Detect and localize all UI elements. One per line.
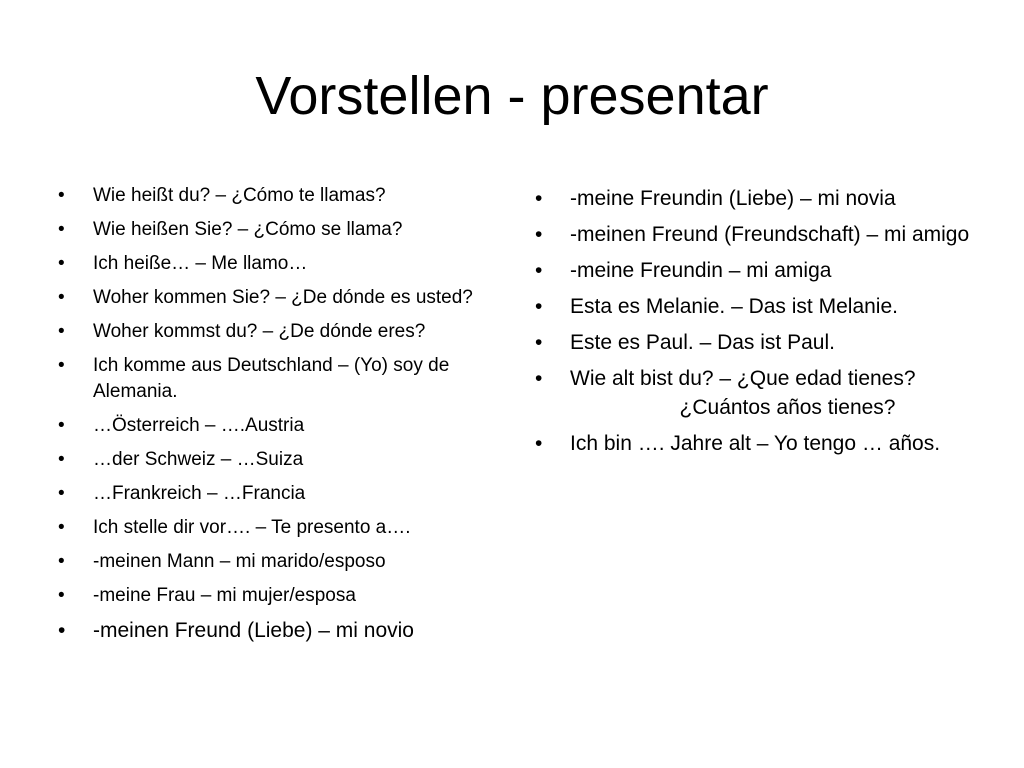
list-item-text: Wie heißt du? – ¿Cómo te llamas? (93, 185, 386, 206)
right-bullet-list (535, 184, 1005, 465)
list-item-text: Esta es Melanie. – Das ist Melanie. (570, 295, 898, 318)
bullet-icon: • (58, 585, 65, 606)
list-item-text: Ich bin …. Jahre alt – Yo tengo … años. (570, 432, 941, 455)
list-item (535, 292, 1005, 321)
bullet-icon: • (58, 483, 65, 504)
list-item-text: …Frankreich – …Francia (93, 483, 306, 504)
list-item (535, 256, 1005, 285)
list-item (58, 515, 528, 541)
bullet-icon: • (535, 295, 543, 318)
list-item (58, 217, 528, 243)
list-item (58, 481, 528, 507)
list-item-text: ¿Cuántos años tienes? (679, 396, 896, 419)
bullet-icon: • (535, 259, 543, 282)
list-item-text: -meinen Freund (Freundschaft) – mi amigo (570, 223, 970, 246)
bullet-icon: • (58, 287, 65, 308)
bullet-icon: • (58, 551, 65, 572)
bullet-icon: • (535, 187, 543, 210)
list-item-text: Wie heißen Sie? – ¿Cómo se llama? (93, 219, 403, 240)
list-item-text: Wie alt bist du? – ¿Que edad tienes? (570, 367, 916, 390)
bullet-icon: • (58, 321, 65, 342)
bullet-icon: • (535, 223, 543, 246)
list-item-text: …der Schweiz – …Suiza (93, 449, 304, 470)
bullet-icon: • (535, 331, 543, 354)
list-item (535, 220, 1005, 249)
list-item (58, 583, 528, 609)
slide-title: Vorstellen - presentar (255, 66, 769, 126)
list-item (58, 285, 528, 311)
bullet-icon: • (58, 517, 65, 538)
list-item-text: -meinen Freund (Liebe) – mi novio (93, 619, 414, 642)
bullet-icon: • (58, 219, 65, 240)
left-bullet-list (58, 183, 528, 653)
list-item-text: -meinen Mann – mi marido/esposo (93, 551, 386, 572)
list-item-text: -meine Freundin – mi amiga (570, 259, 832, 282)
list-item (535, 364, 1005, 393)
list-item-continuation (535, 393, 1005, 422)
bullet-icon: • (535, 432, 543, 455)
list-item (58, 617, 528, 645)
list-item-text: -meine Freundin (Liebe) – mi novia (570, 187, 896, 210)
list-item-text: Woher kommst du? – ¿De dónde eres? (93, 321, 426, 342)
list-item (535, 429, 1005, 458)
list-item (535, 328, 1005, 357)
list-item (58, 413, 528, 439)
bullet-icon: • (58, 185, 65, 206)
list-item-text: Ich heiße… – Me llamo… (93, 253, 308, 274)
bullet-icon: • (58, 619, 66, 642)
list-item-text: Woher kommen Sie? – ¿De dónde es usted? (93, 287, 473, 308)
list-item (58, 251, 528, 277)
list-item (58, 319, 528, 345)
list-item-text: Este es Paul. – Das ist Paul. (570, 331, 835, 354)
list-item (58, 183, 528, 209)
list-item (535, 184, 1005, 213)
list-item-text: Ich stelle dir vor…. – Te presento a…. (93, 517, 411, 538)
list-item-text: Ich komme aus Deutschland – (Yo) soy de Alemania. (93, 355, 450, 402)
bullet-icon: • (535, 367, 543, 390)
list-item-text: -meine Frau – mi mujer/esposa (93, 585, 356, 606)
list-item-text: …Österreich – ….Austria (93, 415, 305, 436)
list-item (58, 549, 528, 575)
bullet-icon: • (58, 415, 65, 436)
bullet-icon: • (58, 253, 65, 274)
bullet-icon: • (58, 449, 65, 470)
bullet-icon: • (58, 355, 65, 376)
list-item (58, 353, 528, 405)
list-item (58, 447, 528, 473)
